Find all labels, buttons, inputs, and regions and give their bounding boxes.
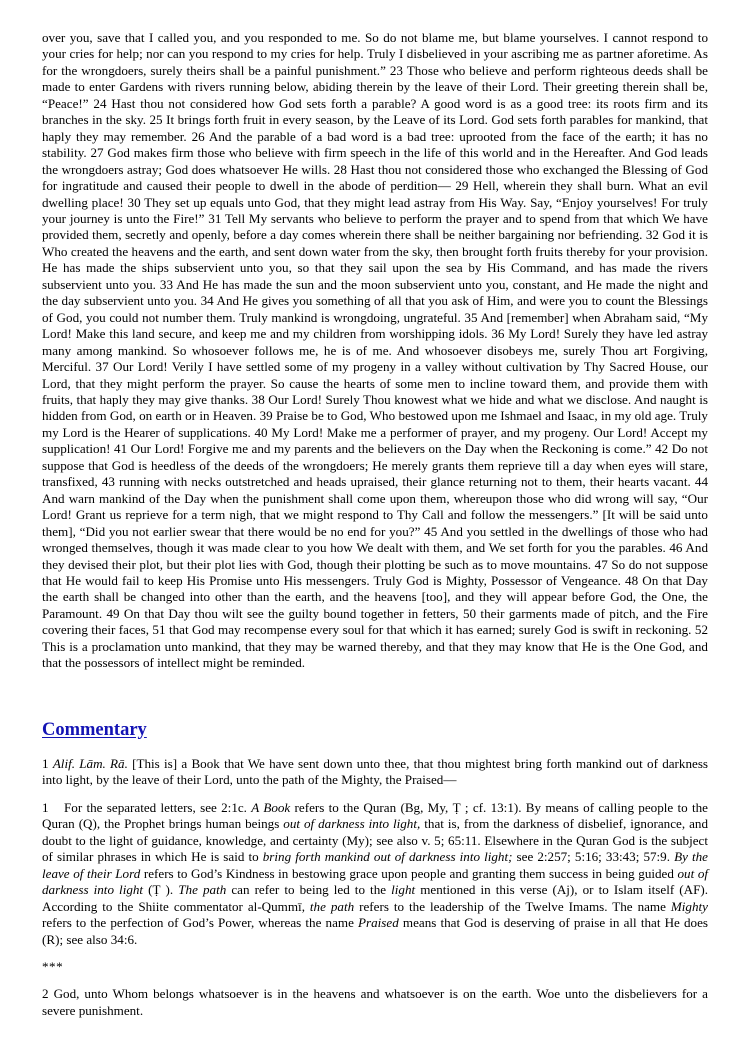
- note-1-segment-7: By the leave of their Lord: [42, 849, 708, 881]
- note-1-segment-1: A Book: [251, 799, 291, 815]
- spacer-before-note-1: [42, 789, 708, 800]
- spacer-before-verse-2: [42, 975, 708, 986]
- note-1-body: [42, 800, 708, 947]
- verse-1-text: [This is] a Book that We have sent down unto thee, that thou mightest bring forth mankind out of darkness into light, by the leave of their Lord, unto the path of the Mighty, the Praised—: [42, 756, 709, 788]
- verse-1-paragraph: [42, 756, 708, 789]
- commentary-note-1: [42, 800, 708, 948]
- note-1-segment-9: out of darkness into light: [42, 865, 708, 898]
- note-1-segment-3: out of darkness into light,: [283, 816, 421, 832]
- note-1-number: 1: [42, 799, 49, 815]
- note-1-segment-6: see 2:257; 5:16; 33:43; 57:9.: [512, 849, 675, 865]
- note-1-segment-2: refers to the Quran (Bg, My, Ṭ ; cf. 13:1). By means of calling people to the Quran (Q), the Prophet brings human beings: [42, 799, 708, 832]
- commentary-heading-wrapper: [42, 720, 708, 740]
- note-1-segment-8: refers to God’s Kindness in bestowing grace upon people and granting them success in being guided: [140, 865, 678, 881]
- note-1-segment-13: light: [391, 882, 416, 898]
- verse-1-number: 1: [42, 756, 49, 772]
- section-separator: ***: [42, 959, 64, 974]
- note-1-segment-20: means that God is deserving of praise in all that He does (R); see also 34:6.: [42, 915, 708, 947]
- verse-1-separated-letters: Alif. Lām. Rā.: [52, 756, 128, 772]
- note-1-segment-17: Mighty: [670, 898, 708, 914]
- note-1-segment-18: refers to the perfection of God’s Power, whereas the name: [42, 915, 359, 931]
- note-1-segment-0: For the separated letters, see 2:1c.: [64, 799, 252, 815]
- verse-2-paragraph: 2 God, unto Whom belongs whatsoever is in the heavens and whatsoever is on the earth. Woe unto the disbelievers for a severe punishment.: [42, 986, 708, 1018]
- note-1-segment-10: (Ṭ ).: [143, 882, 179, 898]
- commentary-heading[interactable]: Commentary: [42, 719, 147, 740]
- note-1-segment-14: mentioned in this verse (Aj), or to Islam itself (AF). According to the Shiite commentator al-Qummī,: [42, 882, 708, 914]
- note-1-segment-19: Praised: [358, 915, 399, 931]
- spacer-before-separator: [42, 948, 708, 959]
- note-1-segment-16: refers to the leadership of the Twelve Imams. The name: [354, 898, 671, 914]
- note-1-segment-5: bring forth mankind out of darkness into light;: [262, 849, 513, 865]
- spacer-after-heading: [42, 740, 708, 756]
- spacer-before-heading: [42, 672, 708, 697]
- note-1-segment-15: the path: [309, 898, 355, 914]
- note-1-segment-12: can refer to being led to the: [226, 882, 392, 898]
- scripture-body-paragraph: over you, save that I called you, and you responded to me. So do not blame me, but blame yourselves. I cannot respond to your cries for help; nor can you respond to my cries for help. Truly I disbelieved in your ascribing me as partner aforetime. As for the wrongdoers, surely theirs shall be a painful punishment.” 23 Those who believe and perform righteous deeds shall be made to enter Gardens with rivers running below, abiding therein by the leave of their Lord. Their greeting therein shall be, “Peace!” 24 Hast thou not considered how God sets forth a parable? A good word is as a good tree: its roots firm and its branches in the sky. 25 It brings forth fruit in every season, by the Leave of its Lord. God sets forth parables for mankind, that haply they may remember. 26 And the parable of a bad word is a bad tree: uprooted from the face of the earth; it has no stability. 27 God makes firm those who believe with firm speech in the life of this world and in the Hereafter. And God leads the wrongdoers astray; God does whatsoever He wills. 28 Hast thou not considered those who exchanged the Blessing of God for ingratitude and caused their people to dwell in the abode of perdition— 29 Hell, wherein they shall burn. What an evil dwelling place! 30 They set up equals unto God, that they might lead astray from His Way. Say, “Enjoy yourselves! For truly your journey is unto the Fire!” 31 Tell My servants who believe to perform the prayer and to spend from that which We have provided them, secretly and openly, before a day comes wherein there shall be neither bargaining nor befriending. 32 God it is Who created the heavens and the earth, and sent down water from the sky, then brought forth fruits thereby for your provision. He has made the ships subservient unto you, so that they sail upon the sea by His Command, and has made the rivers subservient unto you. 33 And He has made the sun and the moon subservient unto you, constant, and He made the night and the day subservient unto you. 34 And He gives you something of all that you ask of Him, and were you to count the Blessings of God, you could not number them. Truly mankind is wrongdoing, ungrateful. 35 And [remember] when Abraham said, “My Lord! Make this land secure, and keep me and my children from worshipping idols. 36 My Lord! Surely they have led astray many among mankind. So whosoever follows me, he is of me. And whosoever disobeys me, surely Thou art Forgiving, Merciful. 37 Our Lord! Verily I have settled some of my progeny in a valley without cultivation by Thy Sacred House, our Lord, that they might perform the prayer. So cause the hearts of some men to incline toward them, and provide them with fruits, that haply they may give thanks. 38 Our Lord! Surely Thou knowest what we hide and what we disclose. And naught is hidden from God, on earth or in Heaven. 39 Praise be to God, Who bestowed upon me Ishmael and Isaac, in my old age. Truly my Lord is the Hearer of supplications. 40 My Lord! Make me a performer of prayer, and my progeny. Our Lord! Accept my supplication! 41 Our Lord! Forgive me and my parents and the believers on the Day when the Reckoning is come.” 42 Do not suppose that God is heedless of the deeds of the wrongdoers; He merely grants them reprieve till a day when eyes will stare, transfixed, 43 running with necks outstretched and heads upraised, their glance returning not to them, their hearts vacant. 44 And warn mankind of the Day when the punishment shall come upon them, whereupon those who did wrong will say, “Our Lord! Grant us reprieve for a term nigh, that we might respond to Thy Call and follow the messengers.” [It will be said unto them], “Did you not earlier swear that there would be no end for you?” 45 And you settled in the dwellings of those who had wronged themselves, though it was made clear to you how We dealt with them, and We set forth for you the parables. 46 And they devised their plot, but their plot lies with God, though their plotting be such as to move mountains. 47 So do not suppose that He would fail to keep His Promise unto His messengers. Truly God is Mighty, Possessor of Vengeance. 48 On that Day the earth shall be changed into other than the earth, and the heavens [too], and they will appear before God, the One, the Paramount. 49 On that Day thou wilt see the guilty bound together in fetters, 50 their garments made of pitch, and the Fire covering their faces, 51 that God may recompense every soul for that which it has earned; surely God is swift in reckoning. 52 This is a proclamation unto mankind, that they may be warned thereby, and that they may know that He is the One God, and that the possessors of intellect might be reminded.: [42, 30, 708, 671]
- note-1-segment-11: The path: [178, 882, 227, 898]
- note-1-segment-4: that is, from the darkness of disbelief, ignorance, and doubt to the light of guidance, knowledge, and certainty (My); see also v. 5; 65:11. Elsewhere in the Quran God is the subject of similar phrases in which He is said to: [42, 816, 708, 865]
